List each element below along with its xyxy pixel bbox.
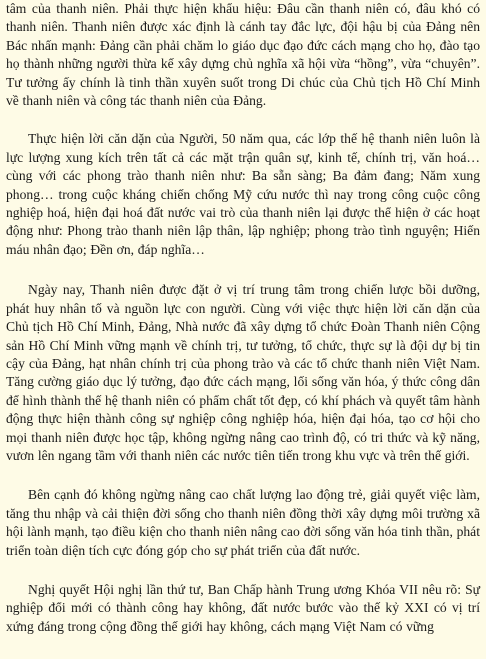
paragraph-5: Nghị quyết Hội nghị lần thứ tư, Ban Chấp hành Trung ương Khóa VII nêu rõ: Sự nghiệp đổi mới có thành công hay không, đất nước bước vào thế kỷ XXI có vị trí xứng đáng trong cộng đồng thế giới hay không, cách mạng Việt Nam có vững	[6, 581, 480, 634]
paragraph-1: tâm của thanh niên. Phải thực hiện khẩu hiệu: Đâu cần thanh niên có, đâu khó có thanh niên. Thanh niên được xác định là cánh tay đắc lực, đội hậu bị của Đảng nên Bác nhấn mạnh: Đảng cần phải chăm lo giáo dục đạo đức cách mạng cho họ, đào tạo họ thành những người thừa kế xây dựng chủ nghĩa xã hội vừa “hồng”, vừa “chuyên”. Tư tưởng ấy chính là tinh thần xuyên suốt trong Di chúc của Chủ tịch Hồ Chí Minh về thanh niên và công tác thanh niên của Đảng.	[6, 1, 480, 109]
paragraph-2: Thực hiện lời căn dặn của Người, 50 năm qua, các lớp thế hệ thanh niên luôn là lực lượng xung kích trên tất cả các mặt trận quân sự, kinh tế, chính trị, văn hoá… cùng với các phong trào thanh niên như: Ba sẵn sàng; Ba đảm đang; Năm xung phong… trong cuộc kháng chiến chống Mỹ cứu nước thì nay trong công cuộc công nghiệp hoá, hiện đại hoá đất nước vai trò của thanh niên lại được thể hiện ở các hoạt động như: Phong trào thanh niên lập thân, lập nghiệp; phong trào tình nguyện; Hiến máu nhân đạo; Đền ơn, đáp nghĩa…	[6, 131, 480, 257]
paragraph-4: Bên cạnh đó không ngừng nâng cao chất lượng lao động trẻ, giải quyết việc làm, tăng thu nhập và cải thiện đời sống cho thanh niên đồng thời xây dựng môi trường xã hội lành mạnh, tạo điều kiện cho thanh niên nâng cao đời sống văn hóa tinh thần, phát triển toàn diện tích cực đóng góp cho sự phát triển của đất nước.	[6, 487, 480, 558]
paragraph-3: Ngày nay, Thanh niên được đặt ở vị trí trung tâm trong chiến lược bồi dưỡng, phát huy nhân tố và nguồn lực con người. Cùng với việc thực hiện lời căn dặn của Chủ tịch Hồ Chí Minh, Đảng, Nhà nước đã xây dựng tổ chức Đoàn Thanh niên Cộng sản Hồ Chí Minh vững mạnh về chính trị, tư tưởng, tổ chức, thực sự là đội dự bị tin cậy của Đảng, hạt nhân chính trị của phong trào và các tổ chức thanh niên Việt Nam. Tăng cường giáo dục lý tưởng, đạo đức cách mạng, lối sống văn hóa, ý thức công dân để hình thành thế hệ thanh niên có phẩm chất tốt đẹp, có khí phách và quyết tâm hành động thực hiện thành công sự nghiệp công nghiệp hóa, hiện đại hóa, tạo cơ hội cho mọi thanh niên được học tập, không ngừng nâng cao trình độ, có tri thức và kỹ năng, vươn lên ngang tầm với thanh niên các nước tiên tiến trong khu vực và trên thế giới.	[6, 282, 480, 463]
